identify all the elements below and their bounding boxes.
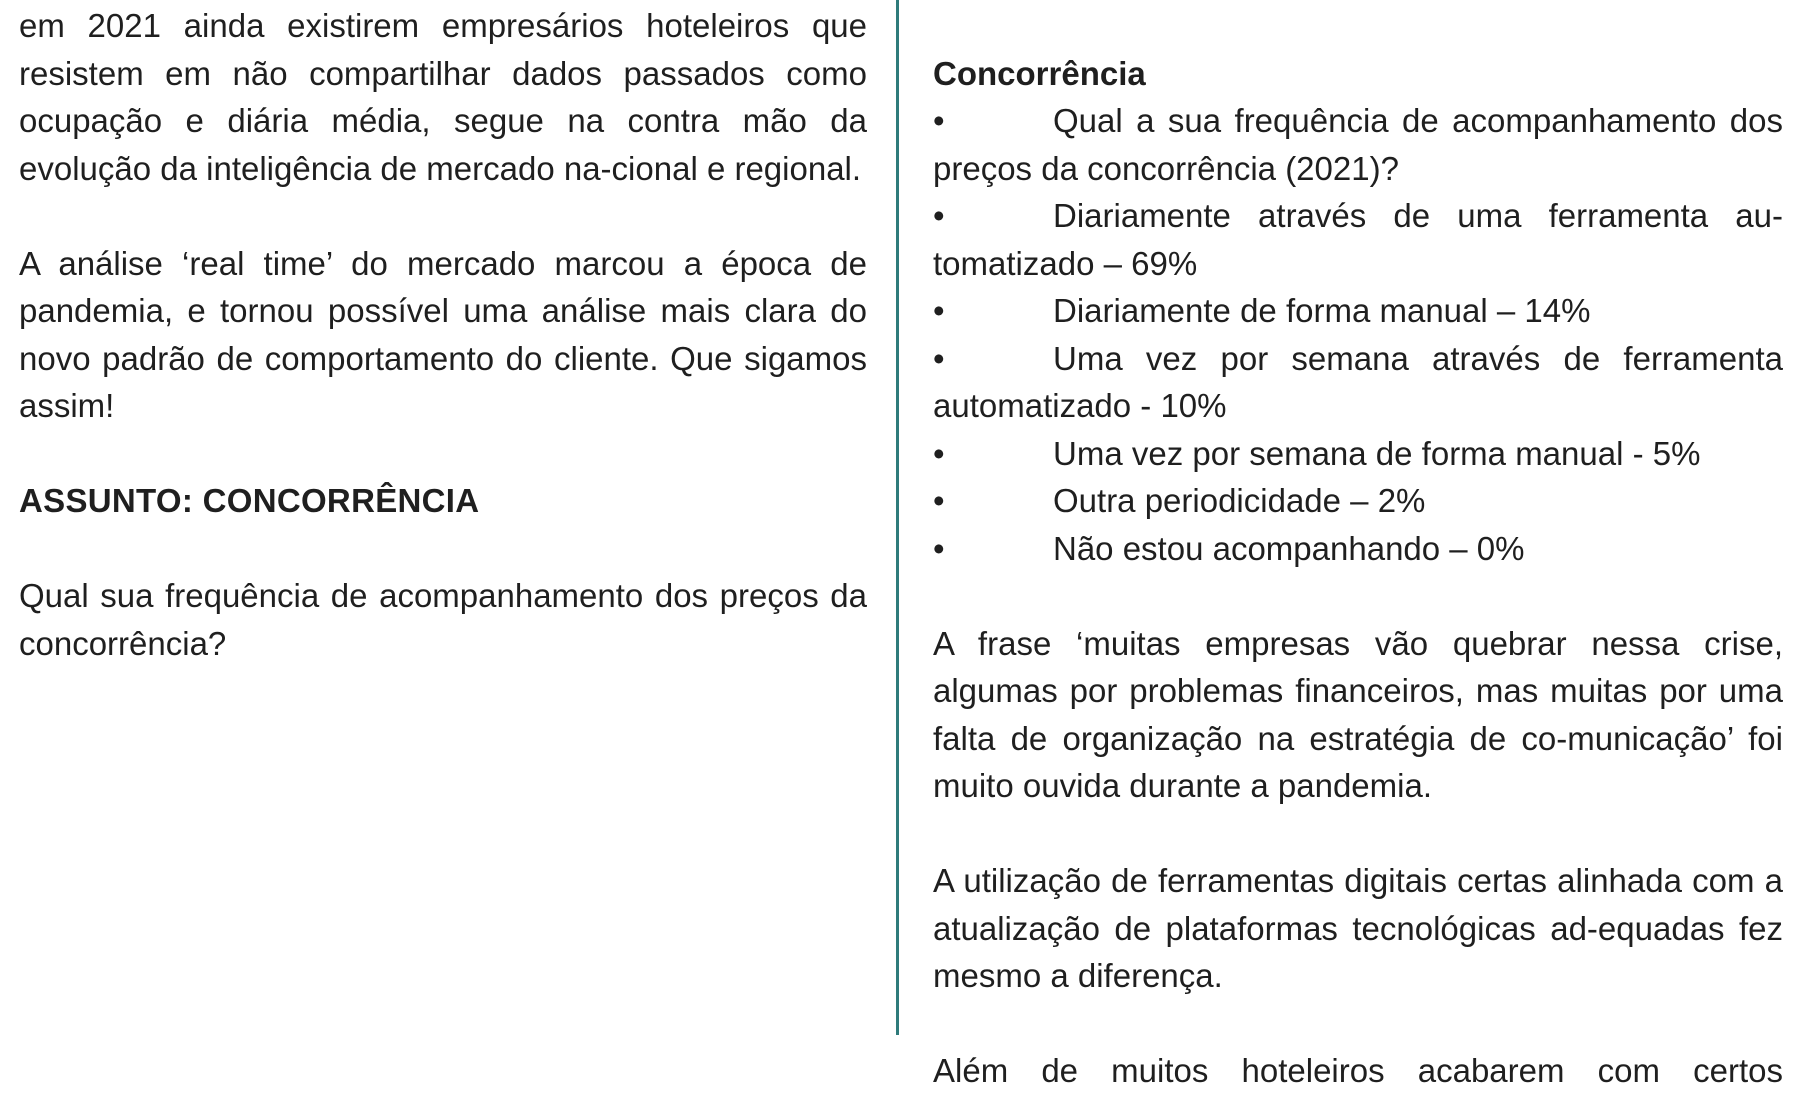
section-heading: ASSUNTO: CONCORRÊNCIA <box>19 482 480 519</box>
spacer <box>933 572 1783 620</box>
spacer <box>933 2 1783 50</box>
list-item <box>933 97 1783 192</box>
realtime-analysis-paragraph: A análise ‘real time’ do mercado marcou a época de pandemia, e tornou possível uma análise mais clara do novo padrão de comportamento do cliente. Que sigamos assim! <box>19 244 867 424</box>
list-item-text: Não estou acompanhando – 0% <box>1053 529 1525 567</box>
digital-tools-paragraph: A utilização de ferramentas digitais certas alinhada com a atualização de plataformas tecnológicas ad-equadas fez mesmo a diferença. <box>933 862 1783 994</box>
list-item-text: Uma vez por semana através de ferramenta automatizado - 10% <box>933 339 1783 424</box>
bullet-icon: • <box>933 339 945 377</box>
list-item <box>933 525 1783 573</box>
list-item <box>933 430 1783 478</box>
left-column <box>19 2 867 667</box>
spacer <box>933 810 1783 858</box>
spacer <box>19 525 867 573</box>
spacer <box>933 1000 1783 1048</box>
list-item-text: Outra periodicidade – 2% <box>1053 482 1426 519</box>
list-item-text: Diariamente de forma manual – 14% <box>1053 292 1591 329</box>
spacer <box>19 192 867 240</box>
list-item <box>933 477 1783 525</box>
list-item <box>933 335 1783 430</box>
bullet-icon: • <box>933 197 945 234</box>
list-item <box>933 192 1783 287</box>
bullet-icon: • <box>933 292 945 329</box>
list-item-text: Diariamente através de uma ferramenta au-tomatizado – 69% <box>933 197 1783 282</box>
section-title: Concorrência <box>933 54 1146 92</box>
list-item <box>933 287 1783 335</box>
bullet-icon: • <box>933 482 945 519</box>
competition-question: Qual sua frequência de acompanhamento dos preços da concorrência? <box>19 577 867 662</box>
list-item-text: Uma vez por semana de forma manual - 5% <box>1053 434 1701 472</box>
intro-paragraph: em 2021 ainda existirem empresários hoteleiros que resistem em não compartilhar dados passados como ocupação e diária média, segue na contra mão da evolução da inteligência de mercado na-cional e regional. <box>19 7 867 187</box>
continuation-paragraph: Além de muitos hoteleiros acabarem com certos <box>933 1052 1783 1089</box>
bullet-icon: • <box>933 434 945 472</box>
spacer <box>19 430 867 478</box>
right-column <box>933 2 1783 1095</box>
bullet-icon: • <box>933 102 945 139</box>
crisis-quote-paragraph: A frase ‘muitas empresas vão quebrar nessa crise, algumas por problemas financeiros, mas muitas por uma falta de organização na estratégia de co-municação’ foi muito ouvida durante a pandemia. <box>933 624 1783 804</box>
bullet-icon: • <box>933 529 945 567</box>
column-divider <box>896 0 899 1035</box>
list-item-text: Qual a sua frequência de acompanhamento dos preços da concorrência (2021)? <box>933 102 1783 187</box>
